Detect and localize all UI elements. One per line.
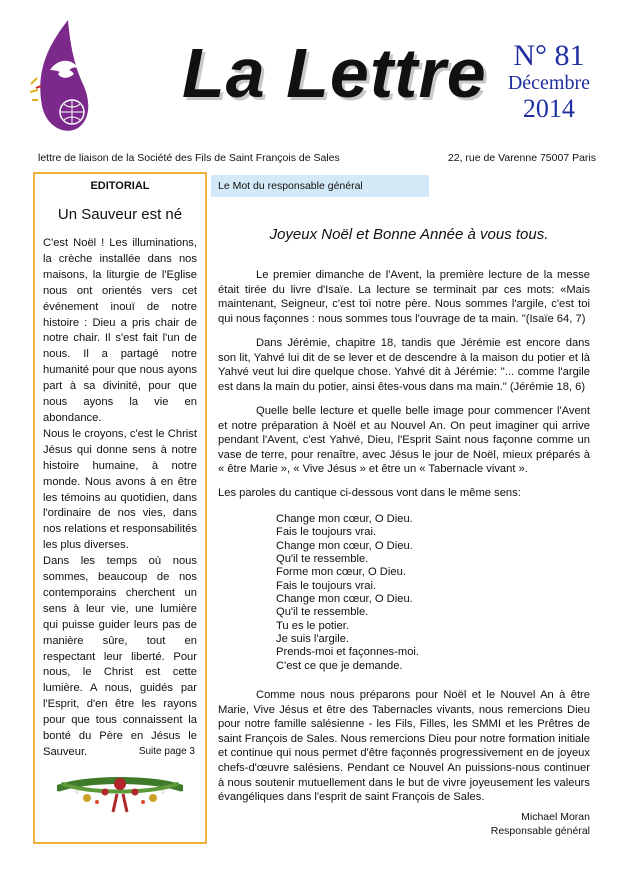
hymn-line: Change mon cœur, O Dieu. [276,539,413,552]
greeting: Joyeux Noël et Bonne Année à vous tous. [269,226,549,243]
hymn-line: Fais le toujours vrai. [276,526,377,539]
signature-role: Responsable général [490,825,590,837]
editorial-paragraph: C'est Noël ! Les illuminations, la crèche installée dans nos maisons, la liturgie de l'Eglise nous ont orientés vers cet événement inouï de notre histoire : Dieu a pris chair de notre chair. Il s'est fait l'un de nous. Il a partagé notre humanité pour que nous ayons part à sa divinité, pour que nous ayons la vie en abondance. [43,237,197,424]
hymn-line: Change mon cœur, O Dieu. [276,513,413,525]
editorial-paragraph: Nous le croyons, c'est le Christ Jésus qui donne sens à notre histoire humaine, à notre monde. Nous avons à en être les témoins au quotidien, dans l'ordinaire de nos vies, dans nos relations et responsabilités les plus diverses. [43,427,197,552]
main-paragraph [218,688,590,805]
christmas-garland [57,764,183,818]
hymn-line: Fais le toujours vrai. [276,579,377,592]
main-paragraph [218,486,590,501]
main-paragraph [218,404,590,477]
issue-number: N° 81 [513,39,585,72]
main-paragraph-text: Dans Jérémie, chapitre 18, tandis que Jérémie est encore dans son lit, Yahvé lui dit de se lever et de descendre à la maison du potier et là Yahvé veut lui dire quelque chose. Yahvé dit à Jérémie: "... comme l'argile est dans la main du potier, ainsi êtes-vous dans ma main." (Jérémie 18, 6) [218,337,590,393]
issue-month: Décembre [507,72,590,94]
main-paragraph [218,268,590,326]
editorial-heading: EDITORIAL [90,180,150,192]
hymn-line: Qu'il te ressemble. [276,606,369,619]
hymn-lyrics [276,513,419,673]
signature [491,810,590,838]
editorial-subtitle: Un Sauveur est né [57,206,183,223]
newsletter-title: La Lettre [182,34,487,112]
signature-name: Michael Moran [521,811,590,823]
hymn-line: Change mon cœur, O Dieu. [276,593,413,606]
hymn-line: Tu es le potier. [276,619,349,632]
main-paragraph-text: Comme nous nous préparons pour Noël et le Nouvel An à être Marie, Vive Jésus et être des Tabernacles vivants, nous remercions Dieu pour notre famille salésienne - les Fils, Filles, les SMMI et les Prêtres de saint François de Sales. Nous remercions Dieu pour notre formation initiale et continue qui nous permet d'être façonnés progressivement en de joyeux chefs-d'œuvre salésiens. Pendant ce Nouvel An puissions-nous continuer à nous soutenir mutuellement dans le but de vivre joyeusement les valeurs évangéliques dans l'esprit de saint François de Sales. [218,689,590,804]
hymn-line: Je suis l'argile. [276,633,350,646]
editorial-paragraph: Dans les temps où nous sommes, beaucoup de nos contemporains cherchent un sens à leur vie, une lumière qui puisse guider leurs pas de manière sûre, tout en respectant leur liberté. Pour nous, le Christ est cette lumière. A nous, guidés par l'Esprit, d'en être les rayons pour que tous connaissent la bonté du Père en Jésus le Sauveur. [43,555,197,758]
hymn-line: Qu'il te ressemble. [276,553,369,566]
editorial-text [43,236,197,761]
dove-flame-globe-logo [28,18,94,138]
main-paragraph-text: Les paroles du cantique ci-dessous vont dans le même sens: [218,487,521,499]
main-paragraph-text: Le premier dimanche de l'Avent, la première lecture de la messe était tirée du livre d'Isaïe. La lecture se terminait par ces mots: «Mais maintenant, Seigneur, c'est toi notre père. Nous sommes l'argile, c'est toi qui nous façonnes : nous sommes tous l'ouvrage de ta main. "(Isaïe 64, 7) [218,269,590,325]
section-tab: Le Mot du responsable général [211,175,429,197]
editorial-box [33,172,207,844]
address: 22, rue de Varenne 75007 Paris [447,152,596,164]
main-paragraph-text: Quelle belle lecture et quelle belle image pour commencer l'Avent et notre préparation à Noël et au Nouvel An. On peut imaginer qui arrive pendant l'Avent, c'est Yahvé, Dieu, l'Esprit Saint nous façonne comme un vase de terre, pour renaître, avec Jésus le jour de Noël, mieux préparés à « être Marie », « Vive Jésus » et être un « Tabernacle vivant ». [218,405,590,476]
tagline: lettre de liaison de la Société des Fils de Saint François de Sales [38,152,340,164]
issue-block [508,40,590,124]
hymn-line: C'est ce que je demande. [276,659,403,672]
main-paragraph [218,336,590,394]
issue-year: 2014 [522,94,575,123]
continued-note: Suite page 3 [138,746,195,757]
hymn-line: Prends-moi et façonnes-moi. [276,646,420,659]
hymn-line: Forme mon cœur, O Dieu. [276,566,406,579]
